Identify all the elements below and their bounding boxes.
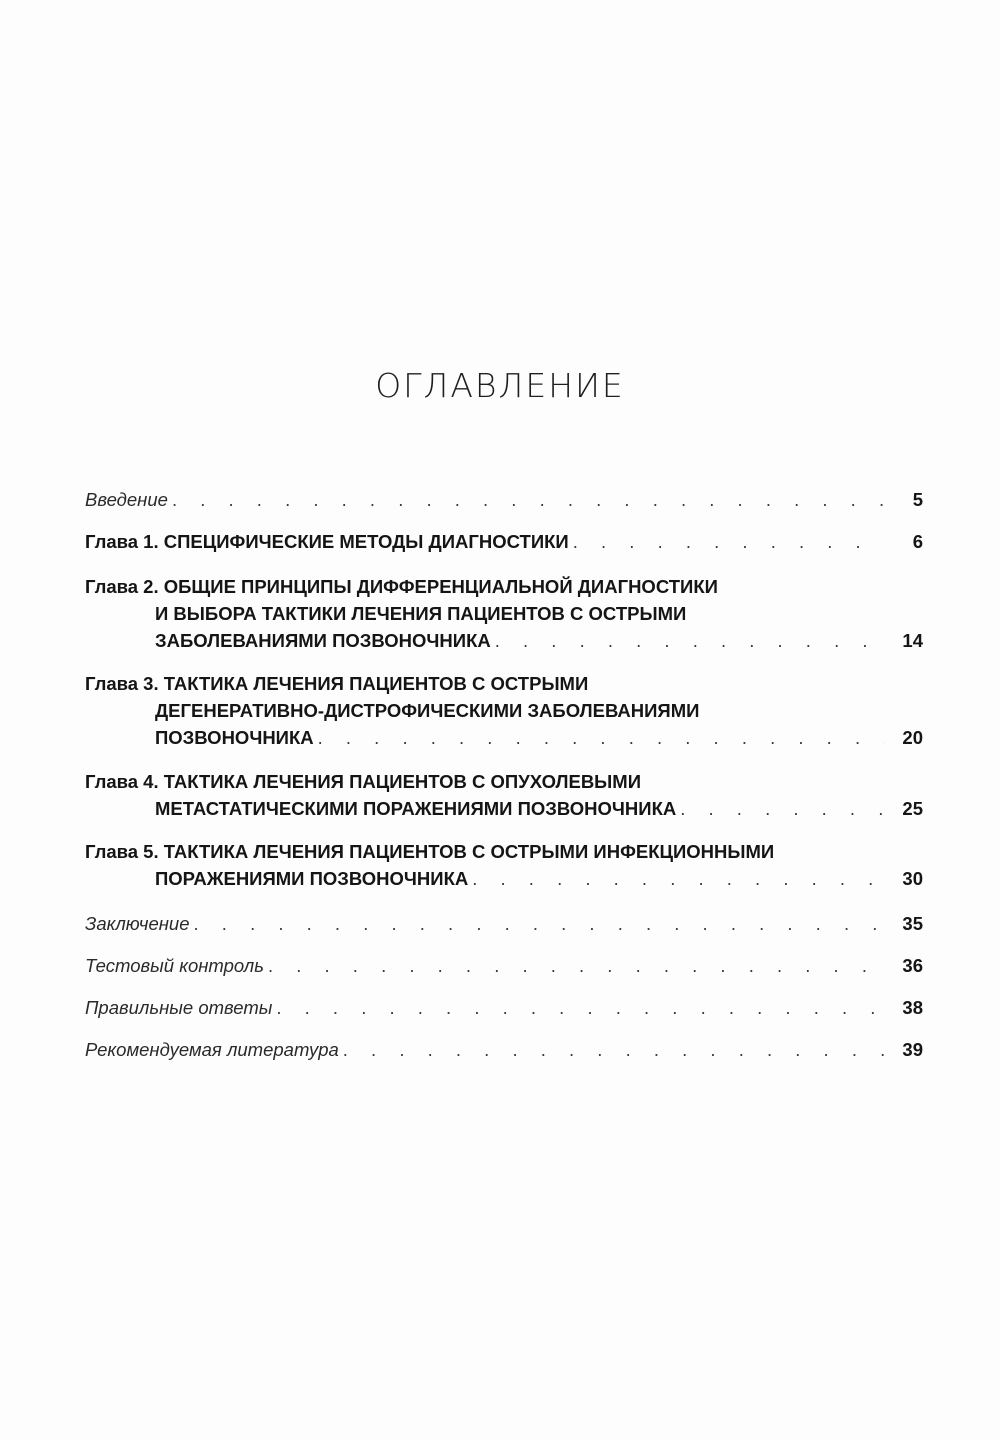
table-of-contents bbox=[85, 486, 923, 1078]
toc-page-number: 5 bbox=[912, 489, 923, 510]
toc-entry-label-continued: МЕТАСТАТИЧЕСКИМИ ПОРАЖЕНИЯМИ ПОЗВОНОЧНИКА bbox=[155, 798, 677, 819]
dot-leader bbox=[268, 952, 885, 979]
toc-page-number: 36 bbox=[902, 955, 923, 976]
toc-entry-intro[interactable] bbox=[85, 486, 923, 528]
toc-entry-chapter-5[interactable] bbox=[85, 838, 923, 910]
dot-leader bbox=[472, 865, 885, 892]
page-title: ОГЛАВЛЕНИЕ bbox=[375, 366, 625, 405]
toc-entry-conclusion[interactable] bbox=[85, 910, 923, 952]
toc-entry-label: Глава 5. ТАКТИКА ЛЕЧЕНИЯ ПАЦИЕНТОВ С ОСТРЫМИ ИНФЕКЦИОННЫМИ bbox=[85, 841, 775, 862]
toc-entry-literature[interactable] bbox=[85, 1036, 923, 1078]
toc-page-number: 30 bbox=[902, 868, 923, 889]
toc-entry-label-continued: ЗАБОЛЕВАНИЯМИ ПОЗВОНОЧНИКА bbox=[155, 630, 491, 651]
toc-page-number: 14 bbox=[902, 630, 923, 651]
toc-entry-label: Тестовый контроль bbox=[85, 955, 264, 976]
dot-leader bbox=[343, 1036, 885, 1063]
toc-page-number: 6 bbox=[912, 531, 923, 552]
toc-entry-label: Глава 3. ТАКТИКА ЛЕЧЕНИЯ ПАЦИЕНТОВ С ОСТРЫМИ bbox=[85, 673, 589, 694]
toc-page-number: 35 bbox=[902, 913, 923, 934]
toc-entry-label: Глава 1. СПЕЦИФИЧЕСКИЕ МЕТОДЫ ДИАГНОСТИКИ bbox=[85, 531, 569, 552]
toc-entry-label: Заключение bbox=[85, 913, 190, 934]
toc-page-number: 39 bbox=[902, 1039, 923, 1060]
dot-leader bbox=[318, 724, 885, 751]
toc-entry-label-continued: ПОЗВОНОЧНИКА bbox=[155, 727, 314, 748]
dot-leader bbox=[680, 795, 885, 822]
toc-page-number: 20 bbox=[902, 727, 923, 748]
toc-entry-label: Глава 2. ОБЩИЕ ПРИНЦИПЫ ДИФФЕРЕНЦИАЛЬНОЙ ДИАГНОСТИКИ bbox=[85, 576, 718, 597]
toc-entry-label: Рекомендуемая литература bbox=[85, 1039, 339, 1060]
toc-entry-answers[interactable] bbox=[85, 994, 923, 1036]
toc-entry-label: Правильные ответы bbox=[85, 997, 273, 1018]
toc-entry-label-continued: ПОРАЖЕНИЯМИ ПОЗВОНОЧНИКА bbox=[155, 868, 469, 889]
toc-page-number: 25 bbox=[902, 798, 923, 819]
toc-entry-label: Глава 4. ТАКТИКА ЛЕЧЕНИЯ ПАЦИЕНТОВ С ОПУХОЛЕВЫМИ bbox=[85, 771, 642, 792]
toc-entry-chapter-1[interactable] bbox=[85, 528, 923, 573]
toc-entry-chapter-4[interactable] bbox=[85, 768, 923, 838]
toc-entry-chapter-2[interactable] bbox=[85, 573, 923, 670]
dot-leader bbox=[573, 528, 885, 555]
toc-entry-test[interactable] bbox=[85, 952, 923, 994]
toc-entry-label-continued: ДЕГЕНЕРАТИВНО-ДИСТРОФИЧЕСКИМИ ЗАБОЛЕВАНИЯМИ bbox=[155, 700, 700, 721]
toc-entry-label-continued: И ВЫБОРА ТАКТИКИ ЛЕЧЕНИЯ ПАЦИЕНТОВ С ОСТРЫМИ bbox=[155, 603, 687, 624]
toc-entry-chapter-3[interactable] bbox=[85, 670, 923, 768]
dot-leader bbox=[495, 627, 885, 654]
toc-page-number: 38 bbox=[902, 997, 923, 1018]
dot-leader bbox=[276, 994, 885, 1021]
dot-leader bbox=[172, 486, 885, 513]
toc-entry-label: Введение bbox=[85, 489, 168, 510]
dot-leader bbox=[194, 910, 885, 937]
